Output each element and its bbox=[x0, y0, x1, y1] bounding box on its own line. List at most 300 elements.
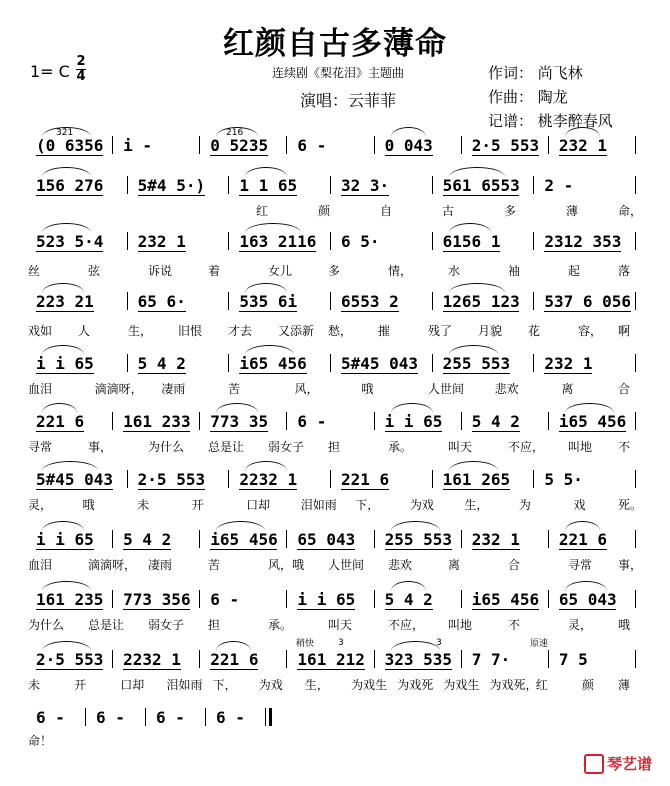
lyric-word: 落 bbox=[618, 264, 631, 278]
time-bottom: 4 bbox=[76, 69, 86, 84]
lyric-word: 为戏死， bbox=[489, 678, 538, 692]
lyric-word: 叫天 bbox=[448, 440, 473, 454]
barline bbox=[228, 470, 229, 488]
lyric-word: 弦 bbox=[88, 264, 101, 278]
measure: 232 1 bbox=[544, 354, 593, 373]
beam-line bbox=[36, 609, 103, 610]
beam-line bbox=[36, 669, 103, 670]
measure: 323 535 bbox=[384, 650, 452, 669]
measure: 1 1 65 bbox=[239, 176, 298, 195]
time-signature bbox=[76, 56, 86, 83]
measure: 2·5 553 bbox=[471, 136, 540, 155]
measure: 65 6· bbox=[137, 292, 186, 311]
annotation-tempo_slow: 稍快 bbox=[296, 639, 315, 649]
lyric-word: 不 bbox=[618, 440, 631, 454]
measure: 6553 2 bbox=[341, 292, 399, 311]
barline bbox=[112, 650, 113, 668]
measure: 6 - bbox=[96, 708, 125, 727]
slur bbox=[391, 127, 426, 137]
slur bbox=[42, 223, 91, 233]
barline bbox=[548, 530, 549, 548]
lyrics-line bbox=[28, 262, 648, 278]
measure: 6 - bbox=[297, 136, 327, 155]
barline bbox=[286, 136, 287, 154]
lyric-word: 哦 bbox=[618, 618, 631, 632]
lyric-word: 命！ bbox=[28, 734, 53, 748]
beam-line bbox=[472, 155, 539, 156]
barline bbox=[374, 530, 375, 548]
beam-line bbox=[341, 311, 399, 312]
lyric-word: 生， bbox=[464, 498, 489, 512]
annotation-triplet: 3 bbox=[436, 638, 442, 648]
lyric-word: 生， bbox=[128, 324, 153, 338]
measure: 5 4 2 bbox=[137, 354, 186, 373]
barline bbox=[432, 292, 433, 310]
barline bbox=[548, 412, 549, 430]
lyric-word: 未 bbox=[28, 678, 41, 692]
measure: 163 2116 bbox=[239, 232, 317, 251]
barline bbox=[374, 650, 375, 668]
measure: 7 7· bbox=[471, 650, 511, 669]
measure: 5#4 5·) bbox=[137, 176, 206, 195]
beam-line bbox=[138, 195, 205, 196]
lyric-word: 起 bbox=[568, 264, 581, 278]
lyrics-line bbox=[28, 322, 648, 338]
measure: 255 553 bbox=[384, 530, 452, 549]
measure: 221 6 bbox=[36, 412, 85, 431]
beam-line bbox=[36, 195, 103, 196]
measure: 6 - bbox=[297, 412, 327, 431]
beam-line bbox=[385, 155, 433, 156]
barline bbox=[432, 470, 433, 488]
beam-line bbox=[559, 155, 607, 156]
lyric-word: 开 bbox=[74, 678, 87, 692]
measure: 221 6 bbox=[558, 530, 608, 549]
barline bbox=[533, 470, 534, 488]
barline bbox=[205, 708, 206, 726]
lyric-word: 自 bbox=[380, 204, 393, 218]
slur bbox=[449, 223, 491, 233]
annotation-grace2: 2̇16 bbox=[226, 128, 244, 138]
score-row bbox=[28, 470, 638, 490]
slur bbox=[216, 641, 251, 651]
barline bbox=[548, 650, 549, 668]
lyric-word: 薄 bbox=[618, 678, 631, 692]
measure: 65 043 bbox=[558, 590, 617, 609]
measure: 232 1 bbox=[558, 136, 608, 155]
beam-line bbox=[472, 609, 539, 610]
slur bbox=[42, 167, 91, 177]
measure: i i 65 bbox=[384, 412, 443, 431]
barline bbox=[635, 136, 636, 154]
measure: 255 553 bbox=[442, 354, 511, 373]
lyric-word: 口却 bbox=[246, 498, 271, 512]
measure: 773 356 bbox=[123, 590, 191, 609]
measure: 232 1 bbox=[471, 530, 520, 549]
lyric-word: 残了 bbox=[428, 324, 453, 338]
measure: 6 - bbox=[216, 708, 245, 727]
barline bbox=[635, 412, 636, 430]
time-top: 2 bbox=[76, 54, 86, 69]
beam-line bbox=[341, 373, 418, 374]
measure: i i 65 bbox=[297, 590, 356, 609]
barline bbox=[330, 470, 331, 488]
lyric-word: 风，哦 bbox=[268, 558, 305, 572]
measure: 161 235 bbox=[36, 590, 104, 609]
lyric-word: 悲欢 bbox=[388, 558, 413, 572]
lyric-word: 总是让 bbox=[88, 618, 125, 632]
lyric-word: 生， bbox=[304, 678, 329, 692]
barline bbox=[635, 650, 636, 668]
lyric-word: 担 bbox=[208, 618, 221, 632]
barline bbox=[432, 232, 433, 250]
lyric-word: 颜 bbox=[318, 204, 331, 218]
measure: 221 6 bbox=[210, 650, 259, 669]
beam-line bbox=[559, 609, 617, 610]
score-row bbox=[28, 530, 638, 550]
lyric-word: 情， bbox=[388, 264, 413, 278]
barline bbox=[286, 590, 287, 608]
barline bbox=[127, 470, 128, 488]
beam-line bbox=[138, 373, 186, 374]
slur bbox=[245, 461, 287, 471]
barline bbox=[199, 412, 200, 430]
lyricist: 作词： 尚飞林 bbox=[488, 64, 583, 82]
lyric-word: 又添新 bbox=[278, 324, 315, 338]
barline bbox=[85, 708, 86, 726]
lyric-word: 哦 bbox=[361, 382, 374, 396]
barline bbox=[461, 530, 462, 548]
beam-line bbox=[544, 373, 592, 374]
lyric-word: 泪如雨 bbox=[300, 498, 337, 512]
measure: 2·5 553 bbox=[36, 650, 104, 669]
slur bbox=[391, 403, 433, 413]
beam-line bbox=[385, 669, 452, 670]
beam-line bbox=[297, 609, 355, 610]
measure: 5 4 2 bbox=[471, 412, 520, 431]
lyric-word: 未 bbox=[137, 498, 150, 512]
measure: 5 4 2 bbox=[384, 590, 433, 609]
barline bbox=[265, 708, 266, 726]
measure: 6 - bbox=[156, 708, 185, 727]
measure: 2 - bbox=[544, 176, 574, 195]
lyrics-line bbox=[28, 380, 648, 396]
lyric-word: 承。 bbox=[268, 618, 293, 632]
beam-line bbox=[210, 155, 268, 156]
lyric-word: 才去 bbox=[228, 324, 253, 338]
barline bbox=[635, 470, 636, 488]
lyric-word: 悲欢 bbox=[494, 382, 519, 396]
beam-line bbox=[443, 251, 501, 252]
score-row bbox=[28, 292, 638, 312]
beam-line bbox=[36, 431, 84, 432]
barline bbox=[533, 354, 534, 372]
measure: (0 6356 bbox=[36, 136, 104, 155]
slur bbox=[565, 521, 600, 531]
lyric-word: 寻常 bbox=[28, 440, 53, 454]
lyric-word: 多 bbox=[504, 204, 517, 218]
lyric-word: 为 bbox=[518, 498, 531, 512]
lyric-word: 啊 bbox=[618, 324, 631, 338]
beam-line bbox=[36, 549, 94, 550]
lyric-word: 开 bbox=[191, 498, 204, 512]
lyric-word: 弱女子 bbox=[268, 440, 305, 454]
slur bbox=[42, 521, 84, 531]
measure: 1265 123 bbox=[442, 292, 520, 311]
barline bbox=[635, 176, 636, 194]
lyric-word: 为戏生 bbox=[443, 678, 480, 692]
slur bbox=[565, 581, 607, 591]
slur bbox=[42, 581, 91, 591]
barline bbox=[330, 232, 331, 250]
slur bbox=[449, 167, 505, 177]
barline bbox=[127, 176, 128, 194]
subtitle: 连续剧《梨花泪》主题曲 bbox=[272, 66, 405, 80]
beam-line bbox=[123, 431, 190, 432]
lyric-word: 为戏死 bbox=[397, 678, 434, 692]
slur bbox=[216, 403, 258, 413]
beam-line bbox=[385, 609, 433, 610]
measure: i65 456 bbox=[558, 412, 627, 431]
lyric-word: 为戏 bbox=[409, 498, 434, 512]
beam-line bbox=[341, 489, 389, 490]
barline bbox=[635, 232, 636, 250]
beam-line bbox=[138, 489, 205, 490]
annotation-tempo_orig: 原速 bbox=[530, 639, 549, 649]
beam-line bbox=[239, 489, 297, 490]
measure: 5 4 2 bbox=[123, 530, 172, 549]
lyric-word: 旧恨 bbox=[178, 324, 203, 338]
lyric-word: 泪如雨 bbox=[166, 678, 203, 692]
slur bbox=[245, 167, 287, 177]
lyric-word: 死。 bbox=[618, 498, 643, 512]
barline bbox=[228, 232, 229, 250]
lyric-word: 摧 bbox=[378, 324, 391, 338]
lyric-word: 总是让 bbox=[208, 440, 245, 454]
lyric-word: 女儿 bbox=[268, 264, 293, 278]
measure: 7 5 bbox=[558, 650, 588, 669]
lyric-word: 花 bbox=[528, 324, 541, 338]
lyric-word: 苦 bbox=[208, 558, 221, 572]
lyric-word: 事， bbox=[618, 558, 643, 572]
lyric-word: 凄雨 bbox=[148, 558, 173, 572]
lyric-word: 月貌 bbox=[478, 324, 503, 338]
beam-line bbox=[559, 549, 607, 550]
measure: 2312 353 bbox=[544, 232, 622, 251]
slur bbox=[245, 283, 287, 293]
score-row bbox=[28, 354, 638, 374]
beam-line bbox=[239, 251, 316, 252]
lyric-word: 离 bbox=[448, 558, 461, 572]
lyric-word: 红 bbox=[535, 678, 548, 692]
measure: 2·5 553 bbox=[137, 470, 206, 489]
beam-line bbox=[544, 251, 621, 252]
measure: 5#45 043 bbox=[341, 354, 419, 373]
measure: 161 265 bbox=[442, 470, 511, 489]
barline bbox=[286, 412, 287, 430]
barline bbox=[432, 354, 433, 372]
beam-line bbox=[443, 311, 520, 312]
measure: 537 6 056 bbox=[544, 292, 632, 311]
measure: i65 456 bbox=[210, 530, 278, 549]
lyric-word: 口却 bbox=[120, 678, 145, 692]
barline bbox=[199, 136, 200, 154]
beam-line bbox=[341, 195, 389, 196]
lyrics-line bbox=[28, 676, 648, 692]
lyric-word: 风， bbox=[294, 382, 319, 396]
barline bbox=[548, 136, 549, 154]
lyric-word: 着 bbox=[208, 264, 221, 278]
lyric-word: 人世间 bbox=[428, 382, 465, 396]
barline bbox=[228, 176, 229, 194]
measure: i65 456 bbox=[471, 590, 540, 609]
lyric-word: 袖 bbox=[508, 264, 521, 278]
measure: 2232 1 bbox=[239, 470, 298, 489]
measure: 32 3· bbox=[341, 176, 390, 195]
lyric-word: 诉说 bbox=[148, 264, 173, 278]
lyric-word: 不应， bbox=[388, 618, 425, 632]
beam-line bbox=[239, 195, 297, 196]
measure: 5#45 043 bbox=[36, 470, 114, 489]
slur bbox=[449, 345, 498, 355]
beam-line bbox=[443, 195, 520, 196]
beam-line bbox=[443, 489, 510, 490]
score-row bbox=[28, 650, 638, 670]
lyric-word: 容， bbox=[578, 324, 603, 338]
beam-line bbox=[36, 251, 103, 252]
lyrics-line bbox=[28, 556, 648, 572]
lyrics-line bbox=[28, 496, 648, 512]
lyric-word: 人世间 bbox=[328, 558, 365, 572]
slur bbox=[391, 581, 426, 591]
barline bbox=[330, 354, 331, 372]
lyric-word: 灵， bbox=[568, 618, 593, 632]
slur bbox=[391, 641, 440, 651]
final-barline bbox=[269, 708, 272, 726]
logo-text: 琴艺谱 bbox=[606, 754, 652, 773]
beam-line bbox=[123, 609, 190, 610]
measure: 523 5·4 bbox=[36, 232, 104, 251]
score-row bbox=[28, 708, 638, 728]
lyric-word: 愁， bbox=[328, 324, 353, 338]
lyric-word: 哦 bbox=[82, 498, 95, 512]
beam-line bbox=[36, 155, 103, 156]
barline bbox=[145, 708, 146, 726]
barline bbox=[432, 176, 433, 194]
lyric-word: 命， bbox=[618, 204, 643, 218]
lyric-word: 人 bbox=[78, 324, 91, 338]
lyric-word: 戏 bbox=[573, 498, 586, 512]
measure: 5 5· bbox=[544, 470, 583, 489]
lyric-word: 血泪 bbox=[28, 382, 53, 396]
measure: 0 5235 bbox=[210, 136, 269, 155]
lyric-word: 弱女子 bbox=[148, 618, 185, 632]
barline bbox=[635, 530, 636, 548]
barline bbox=[286, 650, 287, 668]
lyric-word: 为什么 bbox=[28, 618, 65, 632]
lyric-word: 滴滴呀， bbox=[88, 558, 137, 572]
measure: 161 212 bbox=[297, 650, 365, 669]
lyric-word: 古 bbox=[442, 204, 455, 218]
lyric-word: 事， bbox=[88, 440, 113, 454]
barline bbox=[127, 232, 128, 250]
measure: 223 21 bbox=[36, 292, 94, 311]
score-row bbox=[28, 232, 638, 252]
lyric-word: 不 bbox=[508, 618, 521, 632]
lyrics-line bbox=[28, 438, 648, 454]
lyric-word: 不应， bbox=[508, 440, 545, 454]
beam-line bbox=[385, 549, 452, 550]
lyric-word: 水 bbox=[448, 264, 461, 278]
composer: 作曲： 陶龙 bbox=[488, 88, 568, 106]
beam-line bbox=[36, 311, 94, 312]
beam-line bbox=[36, 373, 94, 374]
score-row bbox=[28, 136, 638, 156]
lyric-word: 戏如 bbox=[28, 324, 53, 338]
site-logo bbox=[584, 753, 652, 775]
measure: i - bbox=[123, 136, 153, 155]
barline bbox=[330, 292, 331, 310]
barline bbox=[548, 590, 549, 608]
slur bbox=[449, 283, 505, 293]
barline bbox=[199, 590, 200, 608]
lyric-word: 红 bbox=[256, 204, 269, 218]
lyric-word: 多 bbox=[328, 264, 341, 278]
barline bbox=[374, 590, 375, 608]
barline bbox=[112, 412, 113, 430]
lyric-word: 离 bbox=[561, 382, 574, 396]
measure: 156 276 bbox=[36, 176, 104, 195]
lyric-word: 叫地 bbox=[448, 618, 473, 632]
barline bbox=[228, 354, 229, 372]
slur bbox=[42, 345, 84, 355]
slur bbox=[391, 521, 440, 531]
lyric-word: 薄 bbox=[566, 204, 579, 218]
slur bbox=[42, 641, 91, 651]
song-title: 红颜自古多薄命 bbox=[223, 26, 447, 62]
beam-line bbox=[443, 373, 510, 374]
barline bbox=[374, 412, 375, 430]
transcriber: 记谱： 桃李醉春风 bbox=[488, 112, 613, 130]
lyrics-line bbox=[28, 616, 648, 632]
measure: i i 65 bbox=[36, 530, 94, 549]
beam-line bbox=[123, 669, 181, 670]
measure: 0 043 bbox=[384, 136, 433, 155]
beam-line bbox=[36, 489, 113, 490]
slur bbox=[42, 403, 77, 413]
lyric-word: 合 bbox=[618, 382, 631, 396]
barline bbox=[199, 530, 200, 548]
lyric-word: 合 bbox=[508, 558, 521, 572]
barline bbox=[461, 650, 462, 668]
lyric-word: 为什么 bbox=[148, 440, 185, 454]
beam-line bbox=[544, 311, 630, 312]
logo-icon bbox=[584, 754, 604, 774]
slur bbox=[216, 521, 265, 531]
barline bbox=[112, 530, 113, 548]
beam-line bbox=[210, 549, 277, 550]
score-row bbox=[28, 590, 638, 610]
measure: 221 6 bbox=[341, 470, 390, 489]
measure: 161 233 bbox=[123, 412, 191, 431]
slur bbox=[449, 461, 498, 471]
key-signature: 1= C bbox=[30, 62, 70, 81]
beam-line bbox=[138, 311, 186, 312]
barline bbox=[533, 232, 534, 250]
beam-line bbox=[472, 549, 520, 550]
annotation-triplet: 3 bbox=[338, 638, 344, 648]
beam-line bbox=[385, 431, 443, 432]
